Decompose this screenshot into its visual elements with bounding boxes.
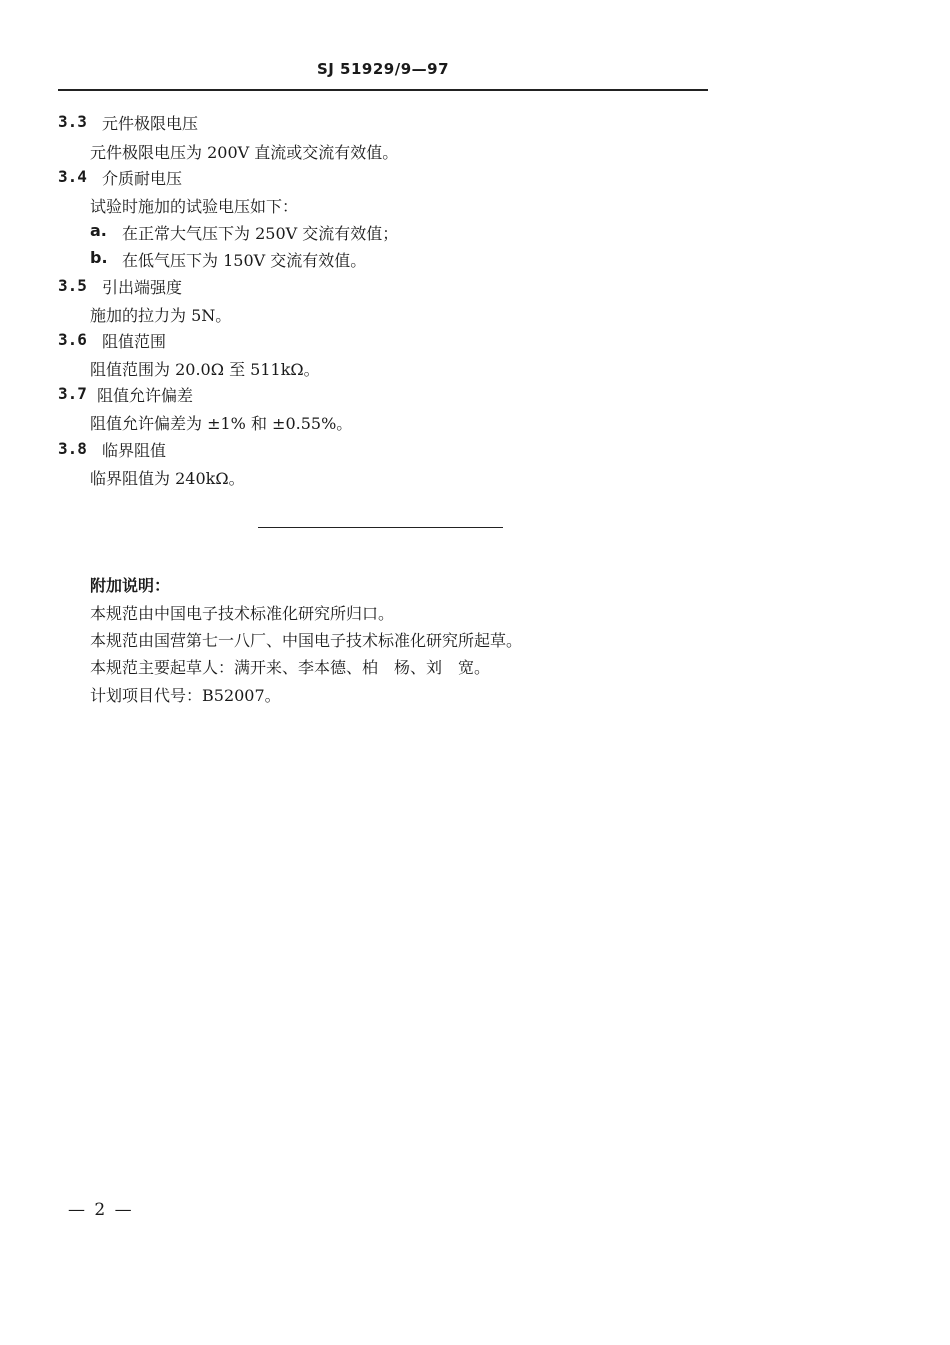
list-item-text: 在正常大气压下为 250V 交流有效值； [122, 224, 399, 243]
note-line: 计划项目代号：B52007。 [90, 686, 281, 705]
section-body-line: 施加的拉力为 5N。 [90, 306, 232, 325]
section-number: 3.4 [58, 167, 87, 186]
note-line: 本规范由国营第七一八厂、中国电子技术标准化研究所起草。 [90, 631, 523, 650]
section-title: 引出端强度 [102, 278, 183, 297]
section-body-line: 元件极限电压为 200V 直流或交流有效值。 [90, 143, 399, 162]
page-number: — 2 — [68, 1200, 134, 1220]
section-title: 阻值范围 [102, 332, 167, 351]
additional-notes-heading: 附加说明： [90, 576, 171, 595]
section-body-line: 阻值范围为 20.0Ω 至 511kΩ。 [90, 360, 320, 379]
end-divider [258, 527, 503, 528]
list-item-marker: b. [90, 248, 108, 267]
list-item-text: 在低气压下为 150V 交流有效值。 [122, 251, 367, 270]
section-title: 元件极限电压 [102, 114, 199, 133]
section-number: 3.7 [58, 384, 87, 403]
section-body-line: 阻值允许偏差为 ±1% 和 ±0.55%。 [90, 414, 353, 433]
section-number: 3.3 [58, 112, 87, 131]
list-item-marker: a. [90, 221, 107, 240]
document-code-header: SJ 51929/9—97 [316, 60, 450, 78]
note-line: 本规范由中国电子技术标准化研究所归口。 [90, 604, 395, 623]
section-title: 介质耐电压 [102, 169, 183, 188]
section-number: 3.8 [58, 439, 87, 458]
section-number: 3.5 [58, 276, 87, 295]
section-body-line: 临界阻值为 240kΩ。 [90, 469, 245, 488]
section-number: 3.6 [58, 330, 87, 349]
note-line: 本规范主要起草人：满开来、李本德、柏 杨、刘 宽。 [90, 658, 491, 677]
section-title: 临界阻值 [102, 441, 167, 460]
section-title: 阻值允许偏差 [97, 386, 194, 405]
section-body-line: 试验时施加的试验电压如下： [90, 197, 299, 216]
header-rule [58, 89, 708, 91]
